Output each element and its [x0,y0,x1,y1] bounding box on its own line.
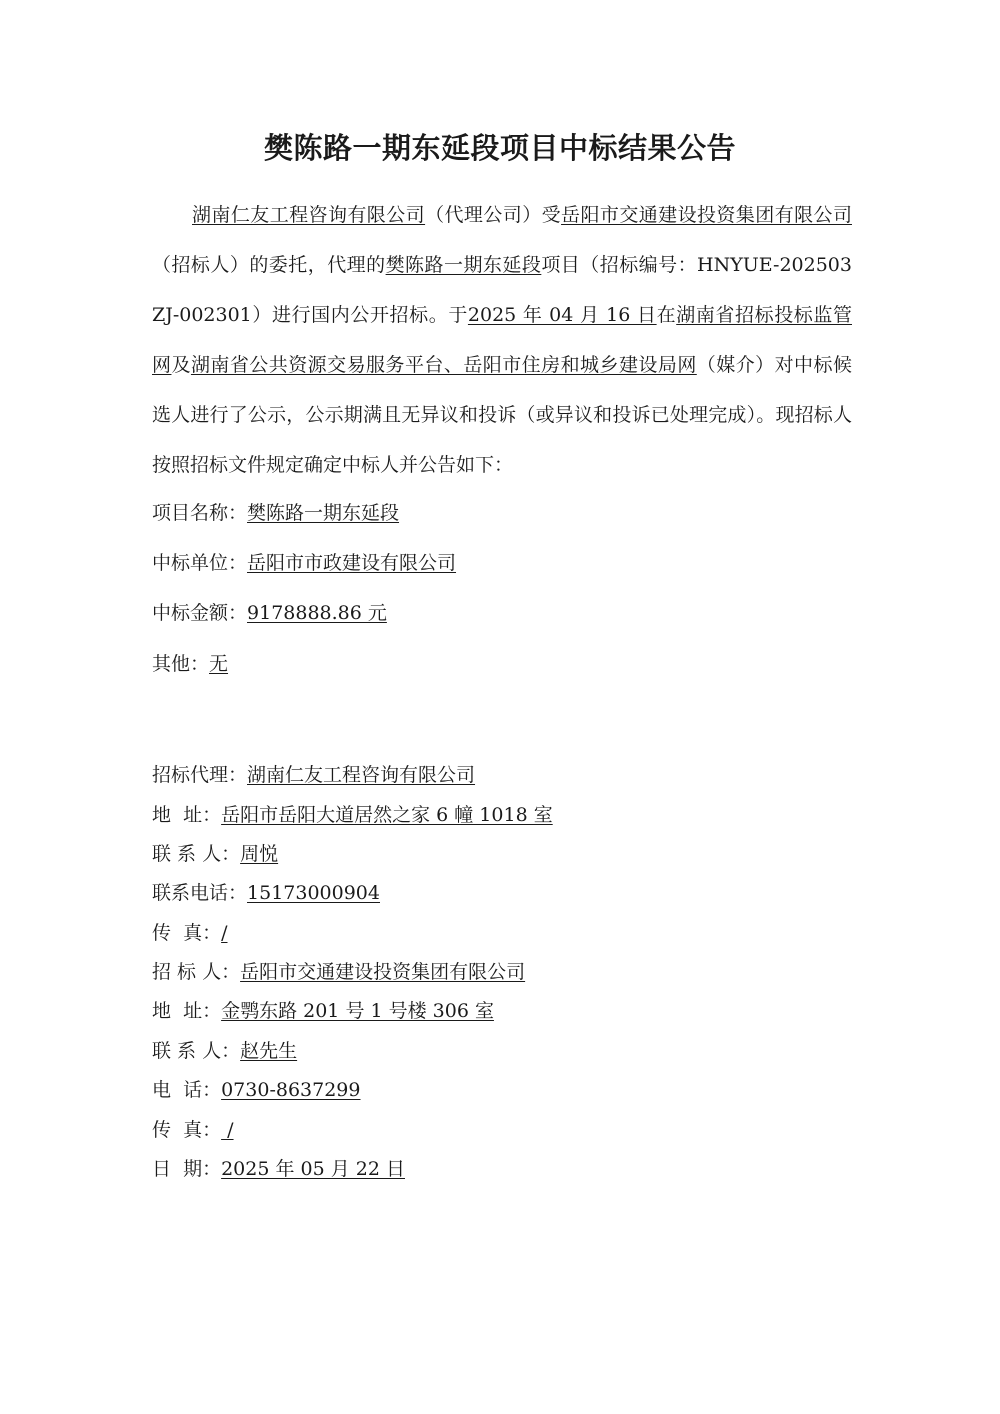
agency-row [152,762,475,788]
winner-label: 中标单位： [152,552,248,574]
page-title: 樊陈路一期东延段项目中标结果公告 [263,131,736,165]
agency-contact-label: 联 系 人： [152,843,241,865]
project-code-text: 项目（招标编号：HNYUE-202503ZJ-002301）进行国内公开招标。于 [152,254,852,326]
amount-value: 9178888.86 元 [247,602,387,624]
tenderer-name-link: 岳阳市交通建设投资集团有限公司 [561,204,852,226]
and-text: 及 [171,354,191,376]
amount-label: 中标金额： [152,602,248,624]
agency-address-value: 岳阳市岳阳大道居然之家 6 幢 1018 室 [221,804,553,826]
tenderer-row [152,959,525,985]
agency-phone-row [152,880,380,906]
tenderer-role-text: （招标人）的委托，代理的 [152,254,386,276]
agency-label: 招标代理： [152,764,248,786]
agency-contact-row [152,841,278,867]
platform-1: 湖南省招标投标监管网 [152,304,852,376]
agency-fax-label: 传 真： [152,922,222,944]
tenderer-fax-value: / [221,1119,234,1141]
tenderer-value: 岳阳市交通建设投资集团有限公司 [240,961,526,983]
tenderer-contact-value: 赵先生 [240,1040,298,1062]
tenderer-phone-label: 电 话： [152,1079,222,1101]
other-row [152,651,228,677]
amount-row [152,600,387,626]
platform-2: 湖南省公共资源交易服务平台、岳阳市住房和城乡建设局网 [190,354,697,376]
winner-row [152,550,456,576]
tenderer-address-label: 地 址： [152,1000,222,1022]
project-name-value: 樊陈路一期东延段 [247,502,400,524]
tenderer-phone-value: 0730-8637299 [221,1079,361,1101]
agency-value: 湖南仁友工程咨询有限公司 [247,764,476,786]
publish-date: 2025 年 04 月 16 日 [467,304,657,326]
tail-text: （媒介）对中标候选人进行了公示，公示期满且无异议和投诉（或异议和投诉已处理完成）。现招标人按照招标文件规定确定中标人并公告如下： [152,354,852,476]
tenderer-address-value: 金鹗东路 201 号 1 号楼 306 室 [221,1000,494,1022]
agency-contact-value: 周悦 [240,843,279,865]
tenderer-fax-row [152,1117,234,1143]
in-text: 在 [656,304,677,326]
project-name-row [152,500,399,526]
tenderer-fax-label: 传 真： [152,1119,222,1141]
date-row [152,1156,405,1182]
other-value: 无 [209,653,229,675]
tenderer-label: 招 标 人： [152,961,241,983]
intro-paragraph [152,190,852,490]
agency-phone-value: 15173000904 [247,882,380,904]
agency-role-text: （代理公司）受 [425,204,562,226]
tenderer-phone-row [152,1077,361,1103]
agency-fax-row [152,920,228,946]
winner-value: 岳阳市市政建设有限公司 [247,552,457,574]
agency-phone-label: 联系电话： [152,882,248,904]
agency-address-row [152,802,553,828]
date-value: 2025 年 05 月 22 日 [221,1158,405,1180]
date-label: 日 期： [152,1158,222,1180]
other-label: 其他： [152,653,210,675]
agency-fax-value: / [221,922,228,944]
project-name-link: 樊陈路一期东延段 [385,254,542,276]
tenderer-contact-label: 联 系 人： [152,1040,241,1062]
project-name-label: 项目名称： [152,502,248,524]
tenderer-contact-row [152,1038,297,1064]
tenderer-address-row [152,998,494,1024]
agency-name-link: 湖南仁友工程咨询有限公司 [192,204,426,226]
agency-address-label: 地 址： [152,804,222,826]
